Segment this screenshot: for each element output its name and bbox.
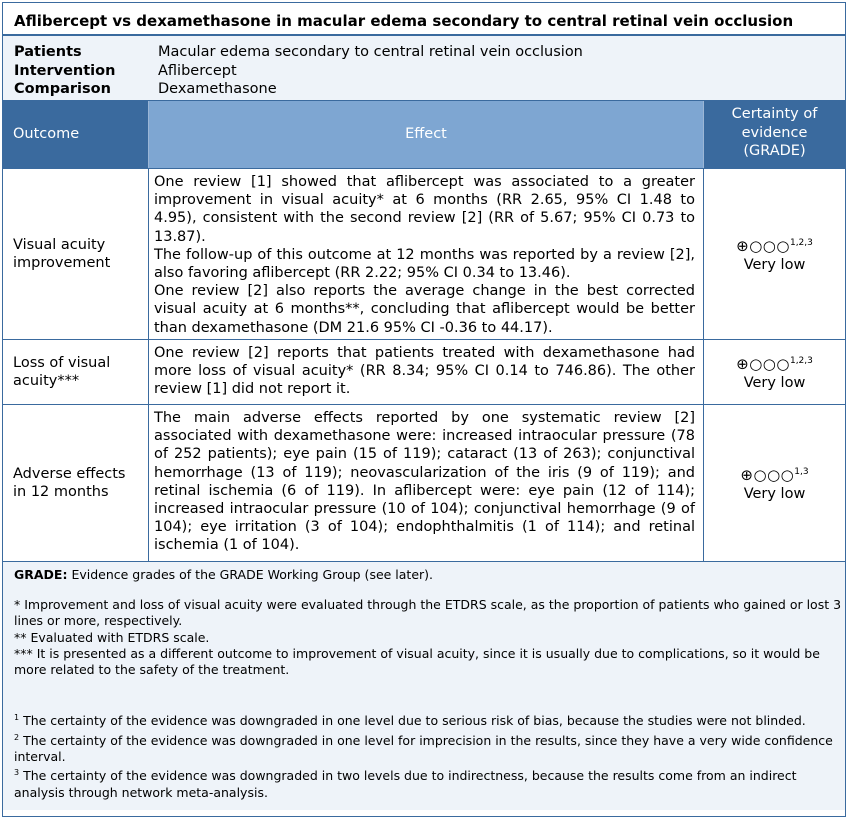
grade-label: Very low [743,485,806,502]
table-row [3,169,845,340]
effect-paragraph: One review [1] showed that aflibercept was associated to a greater improvement in visual acuity* at 6 months (RR 2.65, 95% CI 1.48 to 4.95), consistent with the second review [2] (RR of 5.67; 95% CI 0.73 to 13.87). [154,174,695,245]
outcome-cell [3,169,149,339]
grade-symbols-icon: ⊕○○○ [740,465,795,484]
effect-cell [149,340,704,404]
outcome-label: improvement [13,255,111,271]
table-notes [3,562,845,810]
grade-footnote-ref: 1,2,3 [789,355,813,366]
effect-paragraph: The main adverse effects reported by one systematic review [2] associated with dexamethasone were: increased intraocular pressure (78 of 252 patients); eye pain (15 of 119); cataract (13 of 263); conjunctival hemorrhage (13 of 119); neovascularization of the iris (9 of 119); and retinal ischemia (6 of 119). In aflibercept were: eye pain (12 of 114); increased intraocular pressure (10 of 104); conjunctival hemorrhage (9 of 104); eye irritation (3 of 104); endophthalmitis (1 of 114); and retinal ischemia (1 of 104). [154,410,695,554]
grade-footnote-ref: 1,3 [794,466,809,477]
grade-note [14,567,845,583]
outcome-label: Adverse effects [13,465,126,482]
footnote-numbered [14,765,845,801]
pico-value: Dexamethasone [158,81,277,97]
pico-key: Comparison [14,81,111,97]
certainty-cell [704,169,845,339]
outcome-cell [3,340,149,404]
header-effect: Effect [149,101,704,168]
footnote-text: The certainty of the evidence was downgraded in one level due to serious risk of bias, because the studies were not blinded. [19,713,806,729]
header-certainty-line: (GRADE) [743,143,806,159]
effect-paragraph: One review [2] reports that patients treated with dexamethasone had more loss of visual acuity* (RR 8.34; 95% CI 0.14 to 746.86). The other review [1] did not report it. [154,345,695,398]
header-outcome: Outcome [3,101,149,168]
pico-block [3,36,845,101]
effect-paragraph: One review [2] also reports the average change in the best corrected visual acuity at 6 months**, concluding that aflibercept would be better than dexamethasone (DM 21.6 95% CI -0.36 to 44.17). [154,283,695,336]
certainty-cell [704,340,845,404]
grade-footnote-ref: 1,2,3 [789,237,813,248]
footnote-numbered [14,730,845,766]
outcome-cell [3,405,149,561]
header-certainty-line: Certainty of [731,106,818,122]
grade-label: Very low [743,256,806,273]
outcome-label: Loss of visual [13,354,111,371]
table-row [3,405,845,562]
pico-row-comparison [14,80,845,99]
pico-row-intervention [14,62,845,81]
header-certainty [704,101,845,168]
summary-of-findings-table [2,2,846,817]
grade-label: Very low [743,374,806,391]
effect-paragraph: The follow-up of this outcome at 12 months was reported by a review [2], also favoring aflibercept (RR 2.22; 95% CI 0.34 to 13.46). [154,246,695,282]
grade-note-label: GRADE: [14,567,68,582]
footnote-star: ** Evaluated with ETDRS scale. [14,629,210,645]
footnote-star: * Improvement and loss of visual acuity were evaluated through the ETDRS scale, as the proportion of patients who gained or lost 3 lines or more, respectively. [14,597,842,629]
footnote-number: 3 [14,768,20,778]
grade-symbols-icon: ⊕○○○ [736,236,790,255]
grade-rating [736,234,813,256]
grade-note-text: Evidence grades of the GRADE Working Group (see later). [67,567,434,582]
pico-value: Aflibercept [158,62,237,79]
outcome-label: Visual acuity [13,236,106,253]
footnote-number: 1 [14,713,20,723]
pico-key: Intervention [14,62,116,79]
footnote-numbered [14,710,845,729]
footnote-number: 2 [14,732,20,742]
pico-key: Patients [14,44,82,60]
effect-cell [149,405,704,561]
grade-rating [740,463,808,485]
outcome-label: acuity*** [13,373,80,389]
header-certainty-line: evidence [741,124,808,141]
footnote-star: *** It is presented as a different outcome to improvement of visual acuity, since it is usually due to complications, so it would be more related to the safety of the treatment. [14,645,820,678]
table-row [3,340,845,405]
footnote-text: The certainty of the evidence was downgraded in one level for imprecision in the results, since they have a very wide confidence interval. [14,732,833,764]
table-title: Aflibercept vs dexamethasone in macular edema secondary to central retinal vein occlusion [3,3,845,36]
effect-cell [149,169,704,339]
pico-row-patients [14,43,845,62]
pico-value: Macular edema secondary to central retinal vein occlusion [158,44,583,60]
footnote-text: The certainty of the evidence was downgraded in two levels due to indirectness, because the results come from an indirect analysis through network meta-analysis. [14,768,797,800]
table-header [3,101,845,169]
certainty-cell [704,405,845,561]
grade-rating [736,352,813,374]
grade-symbols-icon: ⊕○○○ [736,354,790,373]
outcome-label: in 12 months [13,484,109,500]
